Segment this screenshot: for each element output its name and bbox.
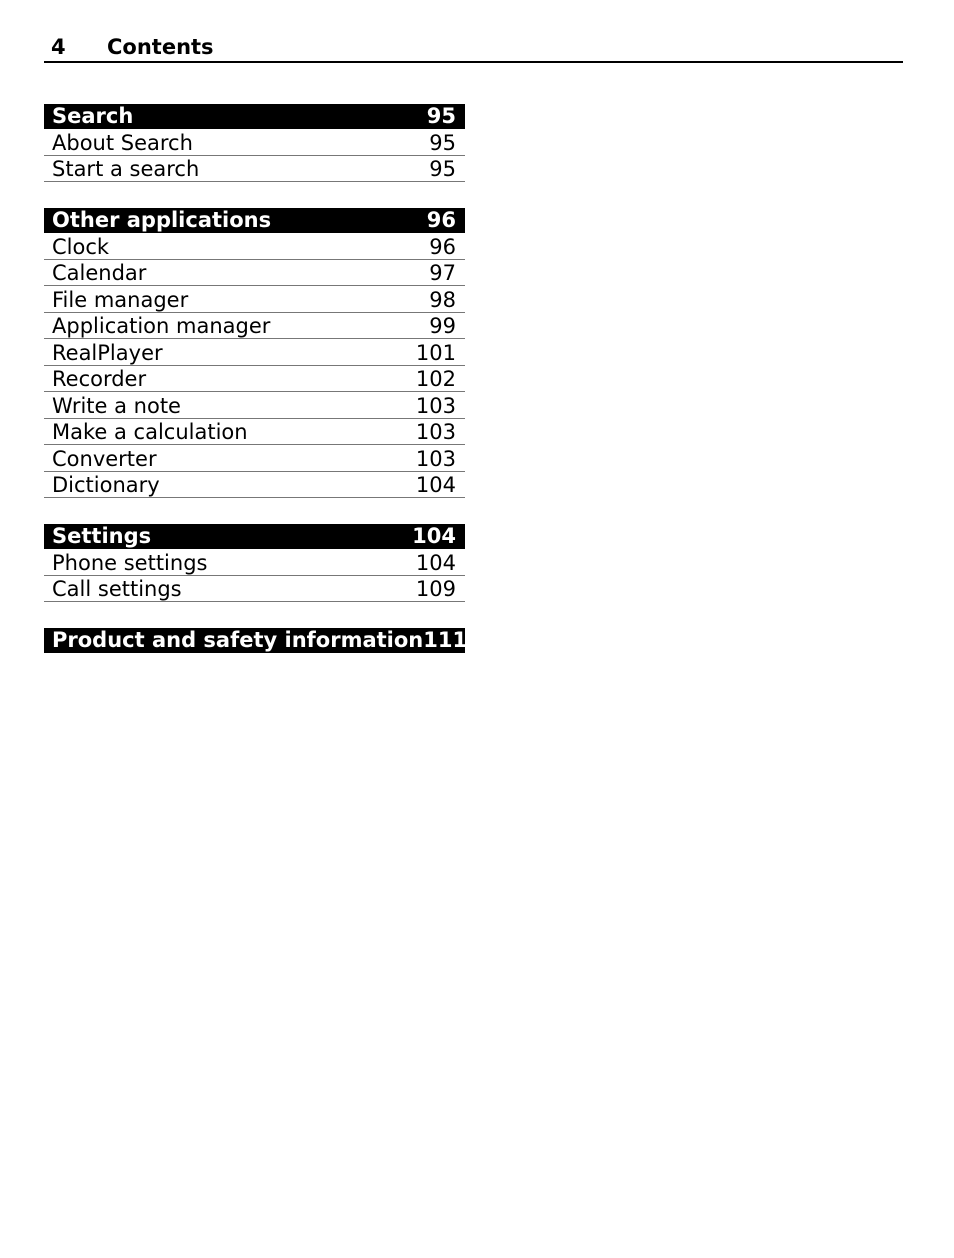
page-number: 4 [51,35,66,59]
page-header [44,33,903,63]
page-title: Contents [107,35,214,59]
entry-label: RealPlayer [52,340,163,365]
toc-entry[interactable] [44,392,465,419]
section-title: Search [52,104,134,128]
toc-entry[interactable] [44,129,465,156]
toc-entry[interactable] [44,576,465,603]
entry-label: Make a calculation [52,420,248,444]
entry-page: 103 [415,393,456,418]
entry-page: 109 [415,577,456,601]
toc-entry[interactable] [44,286,465,313]
section-page: 104 [412,524,456,548]
section-heading[interactable] [44,524,465,549]
entry-page: 103 [415,420,456,444]
entry-label: Dictionary [52,473,160,497]
entry-label: Calendar [52,261,147,285]
section-title: Settings [52,524,152,548]
toc-entry[interactable] [44,366,465,393]
toc-entry[interactable] [44,156,465,183]
entry-page: 95 [429,130,456,155]
toc-entry[interactable] [44,445,465,472]
entry-page: 99 [429,314,456,338]
entry-page: 102 [415,367,456,391]
section-heading[interactable] [44,208,465,233]
entry-page: 96 [429,234,456,259]
toc-section-search [44,104,465,182]
entry-label: Recorder [52,367,147,391]
entry-page: 104 [415,550,456,575]
entry-page: 98 [429,287,456,312]
toc-entry[interactable] [44,233,465,260]
toc-entry[interactable] [44,549,465,576]
entry-label: Phone settings [52,550,208,575]
entry-label: Clock [52,234,110,259]
entry-page: 104 [415,473,456,497]
toc-entry[interactable] [44,339,465,366]
section-heading[interactable] [44,628,468,653]
section-page: 111 [423,628,468,652]
toc-section-other-applications [44,208,465,498]
section-title: Product and safety information [52,628,424,652]
toc-entry[interactable] [44,419,465,446]
toc-entry[interactable] [44,313,465,340]
section-page: 96 [426,208,456,232]
entry-label: File manager [52,287,189,312]
toc-entry[interactable] [44,472,465,499]
entry-page: 101 [415,340,456,365]
entry-label: Converter [52,446,157,471]
section-title: Other applications [52,208,272,232]
entry-page: 103 [415,446,456,471]
entry-label: About Search [52,130,193,155]
toc-entry[interactable] [44,260,465,287]
entry-page: 97 [429,261,456,285]
section-page: 95 [426,104,456,128]
toc-section-product-and-safety [44,628,468,653]
entry-label: Call settings [52,577,182,601]
section-heading[interactable] [44,104,465,129]
toc-section-settings [44,524,465,602]
entry-page: 95 [429,157,456,181]
entry-label: Application manager [52,314,271,338]
table-of-contents [44,104,468,679]
entry-label: Start a search [52,157,200,181]
entry-label: Write a note [52,393,181,418]
